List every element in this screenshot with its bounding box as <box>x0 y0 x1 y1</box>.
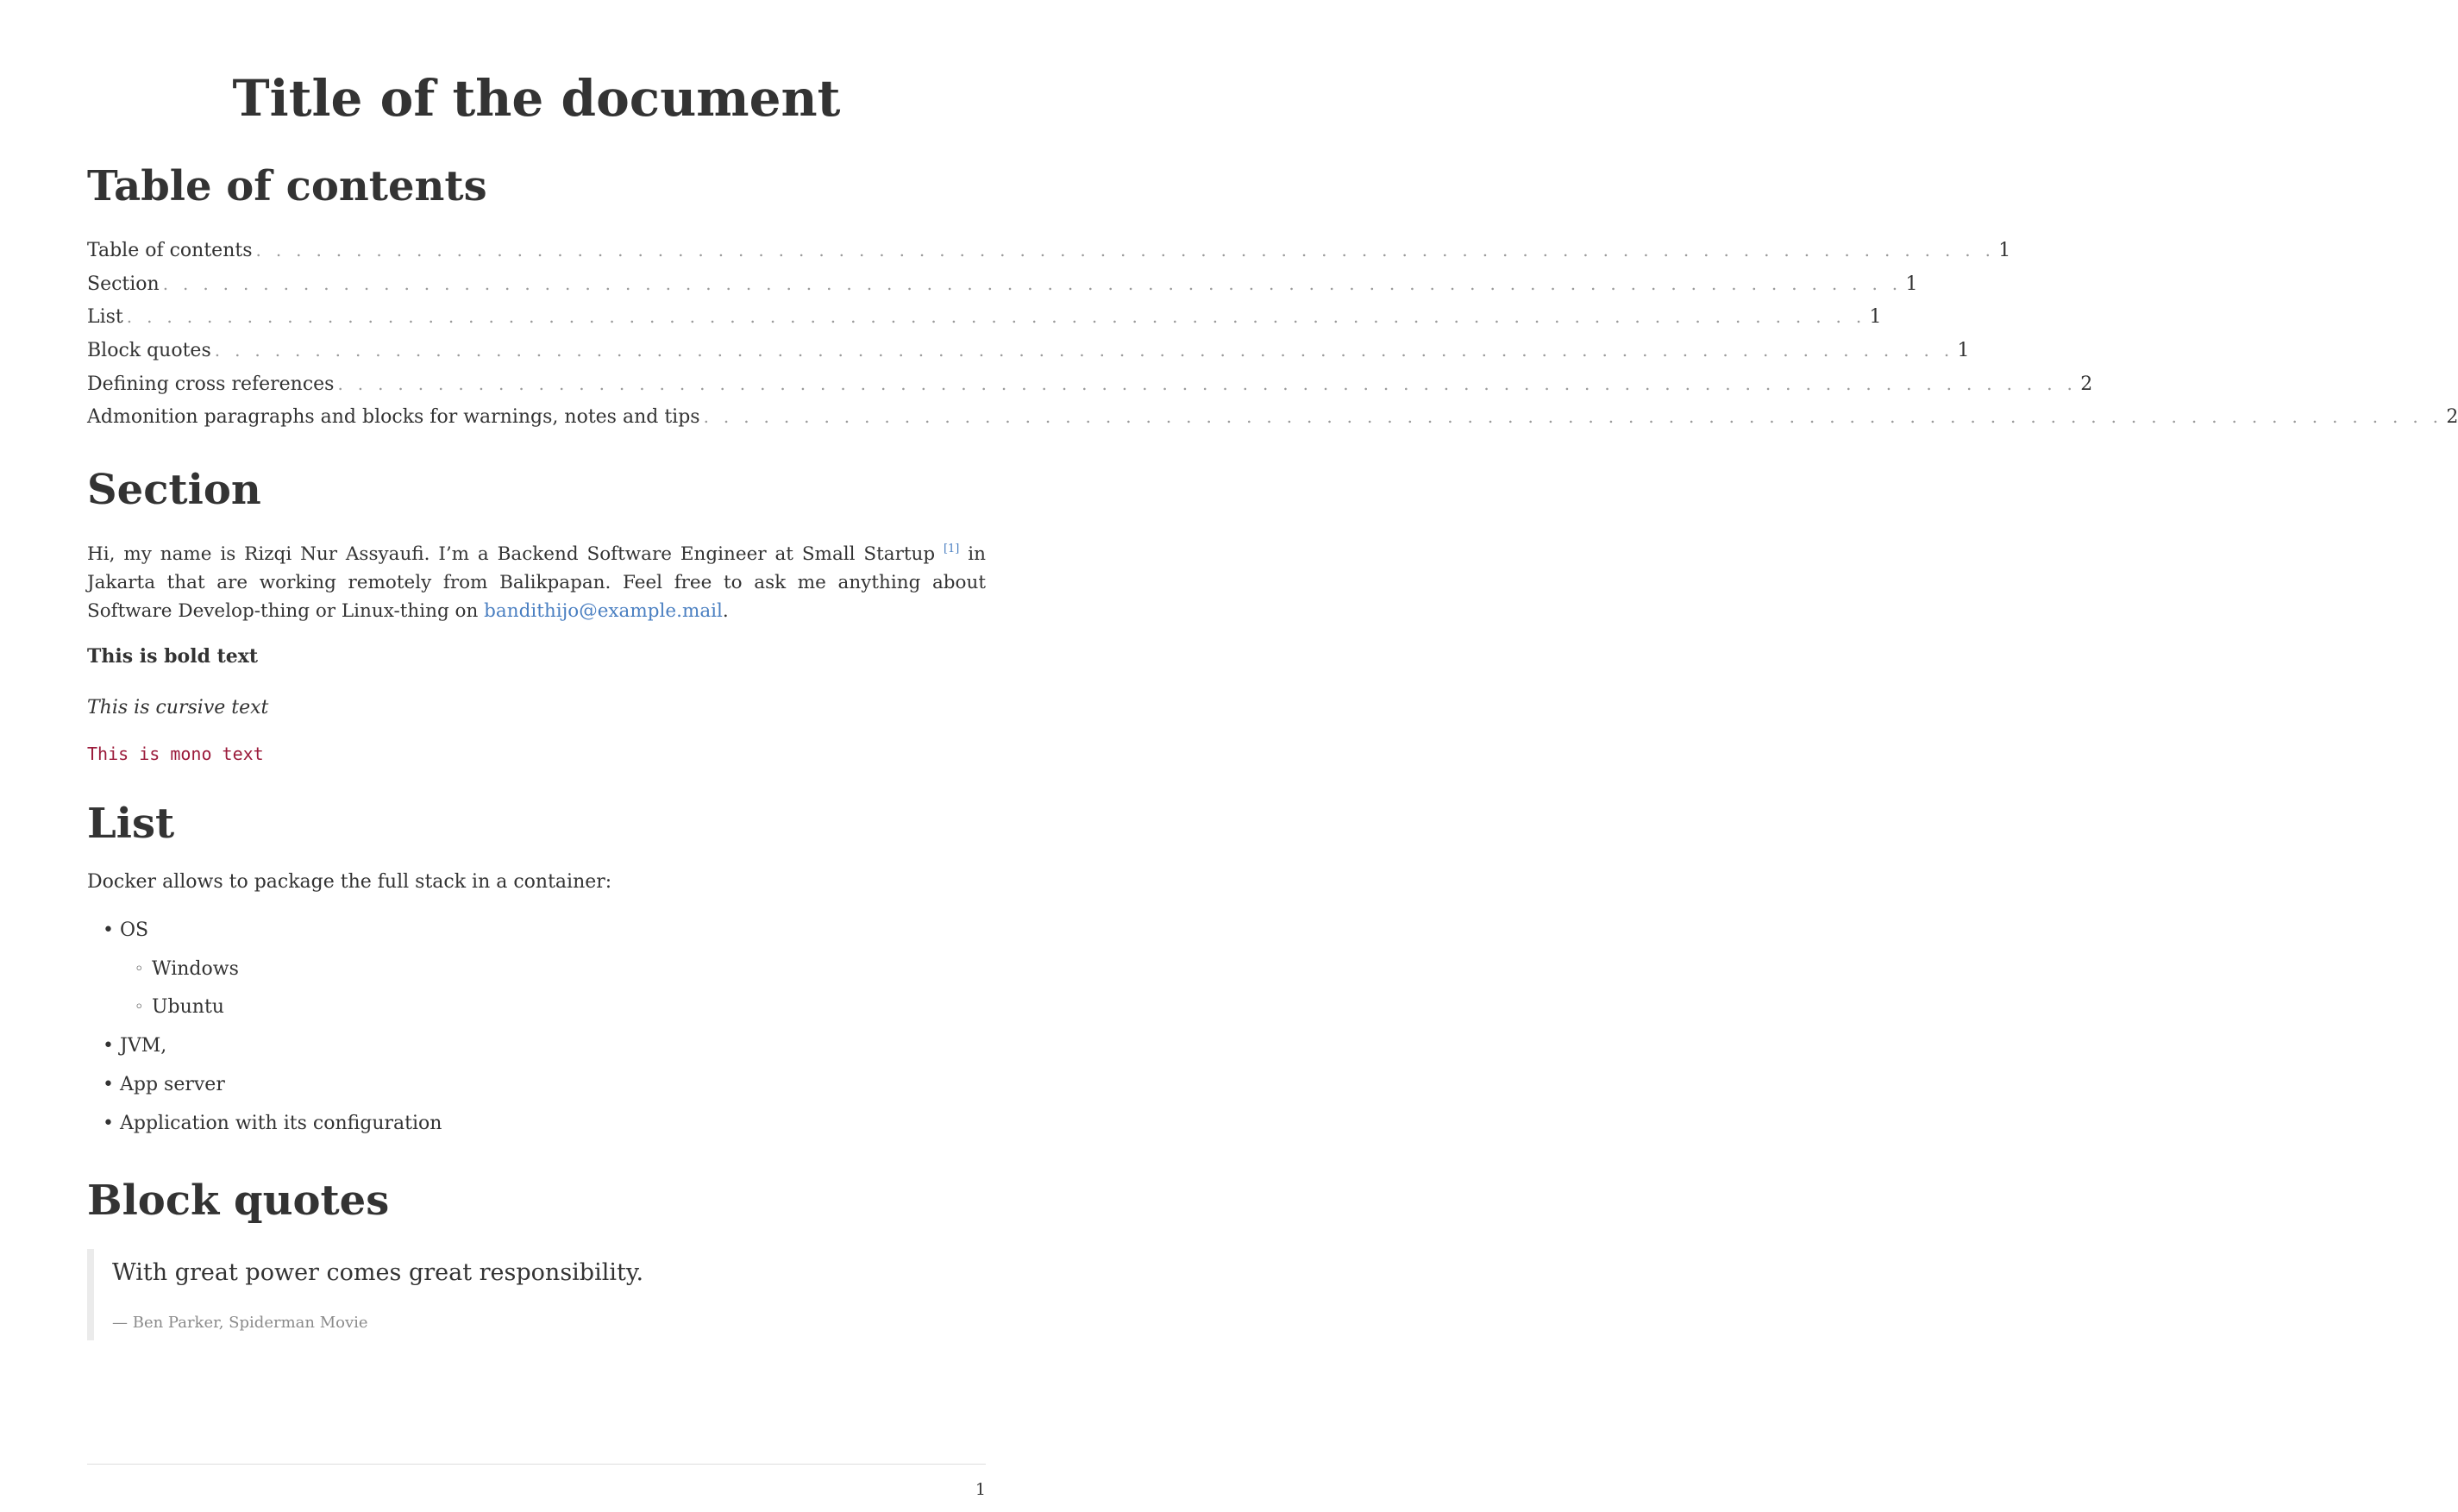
toc-entry-label[interactable]: Block quotes <box>87 340 211 362</box>
list-item: • App server <box>120 1070 225 1099</box>
list-item: • OS <box>120 916 148 944</box>
section-heading: Section <box>87 466 261 514</box>
toc-entry-label[interactable]: Admonition paragraphs and blocks for warnings, notes and tips <box>87 406 700 429</box>
toc-entry-page: 1 <box>1905 273 1918 295</box>
list-heading: List <box>87 800 175 848</box>
sub-list-item: ◦ Windows <box>152 955 239 983</box>
toc-entry-label[interactable]: Defining cross references <box>87 373 335 395</box>
mono-text: This is mono text <box>87 743 264 764</box>
toc-entry-page: 2 <box>2080 373 2093 395</box>
toc-entry[interactable] <box>87 300 1882 334</box>
page-number: 1 <box>975 1480 986 1499</box>
quote-attribution: — Ben Parker, Spiderman Movie <box>112 1314 368 1332</box>
intro-text: Hi, my name is Rizqi Nur Assyaufi. I’m a Backend Software Engineer at Small Startup <box>87 543 944 565</box>
list-item: • Application with its configuration <box>120 1109 442 1138</box>
toc-entry-label[interactable]: Section <box>87 273 160 295</box>
list-item: • JVM, <box>120 1032 166 1060</box>
email-link[interactable]: bandithijo@example.mail <box>484 600 723 622</box>
toc-leader-dots: . . . . . . . . . . . . . . . . . . . . . . . . . . . . . . . . . . . . . . . . . . . . . . . . . . . . . . . . . . . . . . . . . . . . . . . . . . . . . . . . . . . . . . . <box>214 340 1954 361</box>
blockquotes-heading: Block quotes <box>87 1176 390 1225</box>
list-intro: Docker allows to package the full stack in a container: <box>87 871 612 893</box>
toc-leader-dots: . . . . . . . . . . . . . . . . . . . . . . . . . . . . . . . . . . . . . . . . . . . . . . . . . . . . . . . . . . . . . . . . . . . . . . . . . . . . . . . . . . . . . . . <box>126 306 1866 328</box>
bold-text: This is bold text <box>87 645 259 668</box>
italic-text: This is cursive text <box>87 697 269 718</box>
toc-entry-page: 1 <box>1869 306 1882 329</box>
toc-leader-dots: . . . . . . . . . . . . . . . . . . . . . . . . . . . . . . . . . . . . . . . . . . . . . . . . . . . . . . . . . . . . . . . . . . . . . . . . . . . . . . . . . . . . . . . <box>162 273 1903 294</box>
toc-entry-page: 1 <box>1957 340 1970 362</box>
footer-divider <box>87 1464 986 1465</box>
blockquote <box>87 1249 956 1340</box>
toc-entry[interactable] <box>87 400 2458 434</box>
intro-text-end: . <box>722 600 729 622</box>
toc-leader-dots: . . . . . . . . . . . . . . . . . . . . . . . . . . . . . . . . . . . . . . . . . . . . . . . . . . . . . . . . . . . . . . . . . . . . . . . . . . . . . . . . . . . . . . . <box>255 240 1996 260</box>
toc-entry-label[interactable]: List <box>87 306 123 329</box>
toc-entry[interactable] <box>87 267 1918 301</box>
footnote-reference[interactable]: [1] <box>943 543 960 555</box>
toc-leader-dots: . . . . . . . . . . . . . . . . . . . . . . . . . . . . . . . . . . . . . . . . . . . . . . . . . . . . . . . . . . . . . . . . . . . . . . . . . . . . . . . . . . . . . . . <box>337 373 2078 394</box>
toc-entry-label[interactable]: Table of contents <box>87 240 253 261</box>
quote-text: With great power comes great responsibility. <box>112 1259 644 1286</box>
toc-entry-page: 2 <box>2446 406 2458 429</box>
toc-entry-page: 1 <box>1998 240 2011 261</box>
toc-leader-dots: . . . . . . . . . . . . . . . . . . . . . . . . . . . . . . . . . . . . . . . . . . . . . . . . . . . . . . . . . . . . . . . . . . . . . . . . . . . . . . . . . . . . . . . <box>703 406 2443 428</box>
document-title: Title of the document <box>232 69 841 128</box>
sub-list-item: ◦ Ubuntu <box>152 993 224 1021</box>
toc-heading: Table of contents <box>87 162 487 210</box>
intro-text-continued: in Jakarta that are working remotely from Balikpapan. Feel free to ask me anything about Software Develop-thing or Linux-thing on <box>87 543 986 622</box>
toc-entry[interactable] <box>87 334 1970 367</box>
table-of-contents <box>87 234 2458 434</box>
toc-entry[interactable] <box>87 234 2011 267</box>
toc-entry[interactable] <box>87 367 2093 401</box>
intro-paragraph <box>87 535 986 625</box>
